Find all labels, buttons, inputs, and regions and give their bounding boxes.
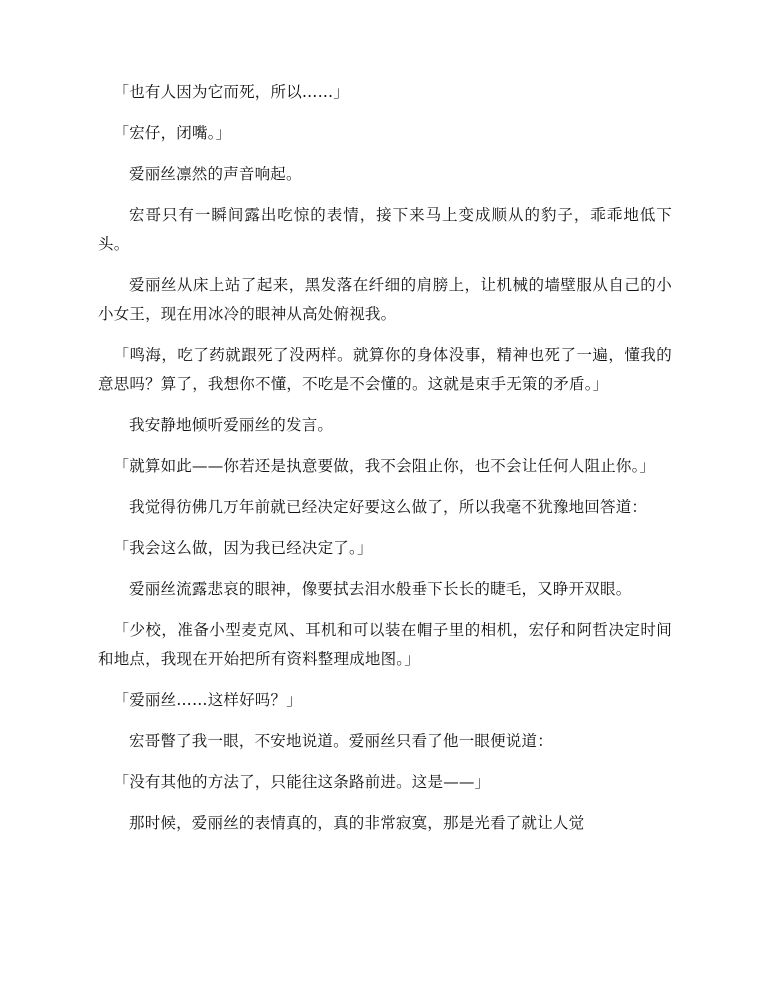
paragraph: 我安静地倾听爱丽丝的发言。 bbox=[129, 416, 334, 434]
paragraph: 「我会这么做，因为我已经决定了。」 bbox=[113, 539, 373, 557]
paragraph: 「宏仔，闭嘴。」 bbox=[113, 124, 232, 142]
paragraph: 我觉得彷佛几万年前就已经决定好要这么做了，所以我毫不犹豫地回答道： bbox=[129, 498, 648, 516]
paragraph: 宏哥只有一瞬间露出吃惊的表情，接下来马上变成顺从的豹子，乖乖地低下头。 bbox=[98, 206, 672, 253]
paragraph: 「就算如此——你若还是执意要做，我不会阻止你，也不会让任何人阻止你。」 bbox=[113, 457, 656, 475]
paragraph: 「爱丽丝……这样好吗？」 bbox=[113, 691, 302, 709]
paragraph: 「鸣海，吃了药就跟死了没两样。就算你的身体没事，精神也死了一遍，懂我的意思吗？算了，我想你不懂，不吃是不会懂的。这就是束手无策的矛盾。」 bbox=[98, 346, 672, 393]
paragraph: 爱丽丝凛然的声音响起。 bbox=[129, 165, 302, 183]
paragraph: 「也有人因为它而死，所以……」 bbox=[113, 83, 350, 101]
paragraph: 宏哥瞥了我一眼，不安地说道。爱丽丝只看了他一眼便说道： bbox=[129, 732, 553, 750]
paragraph: 爱丽丝流露悲哀的眼神，像要拭去泪水般垂下长长的睫毛，又睁开双眼。 bbox=[129, 580, 632, 598]
paragraph: 爱丽丝从床上站了起来，黑发落在纤细的肩膀上，让机械的墙壁服从自己的小小女王，现在用冰冷的眼神从高处俯视我。 bbox=[98, 276, 672, 323]
text-column bbox=[98, 78, 672, 850]
paragraph: 「少校，准备小型麦克风、耳机和可以装在帽子里的相机，宏仔和阿哲决定时间和地点，我现在开始把所有资料整理成地图。」 bbox=[98, 621, 672, 668]
paragraph: 「没有其他的方法了，只能往这条路前进。这是——」 bbox=[113, 773, 491, 791]
paragraph: 那时候，爱丽丝的表情真的，真的非常寂寞，那是光看了就让人觉 bbox=[129, 814, 585, 832]
